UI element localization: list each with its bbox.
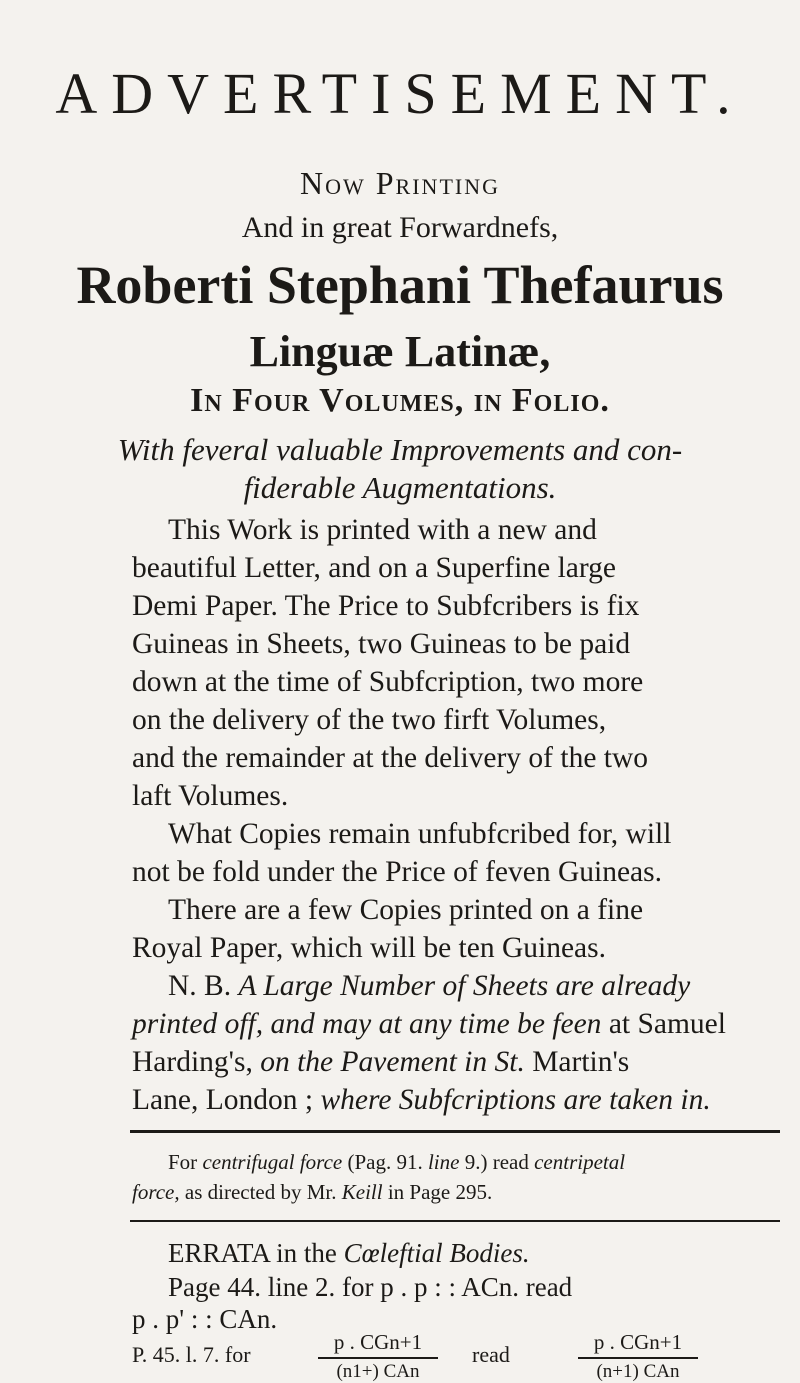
body-line: beautiful Letter, and on a Superfine large [132,552,617,584]
now-printing: Now Printing [300,165,500,201]
errata-line1: Page 44. line 2. for p . p : : ACn. read [168,1272,573,1302]
nb-italic: where Subfcriptions are taken in. [320,1084,711,1116]
errata-label-italic: Cœleftial Bodies. [343,1238,530,1268]
fraction-bar [578,1357,698,1359]
body-line: Guineas in Sheets, two Guineas to be paid [132,628,631,660]
body-line: on the delivery of the two firft Volumes, [132,704,607,736]
errata-line3: P. 45. l. 7. for [132,1342,251,1367]
body-line: not be fold under the Price of feven Guineas. [132,856,663,888]
body-line: down at the time of Subfcription, two more [132,666,644,698]
nb-text: Harding's, [132,1046,261,1078]
nb-text: Lane, London ; [132,1084,321,1116]
errata-heading [132,1238,800,1269]
forwardness-line: And in great Forwardnefs, [241,211,559,244]
book-title-line2: Linguæ Latinæ, [249,327,551,376]
body-line: Demi Paper. The Price to Subfcribers is fix [132,590,640,622]
nb-line [132,1046,772,1079]
body-line: This Work is printed with a new and [168,514,597,546]
nb-text: N. B. [168,970,239,1002]
advertisement-heading: ADVERTISEMENT. [55,61,745,126]
body-line: laft Volumes. [132,780,289,812]
correction-text: 9.) read [459,1150,535,1174]
correction-line1 [132,1150,800,1175]
nb-text: Martin's [524,1046,630,1078]
errata-fraction-wrong [318,1330,438,1383]
book-title-line1: Roberti Stephani Thefaurus [76,255,724,315]
nb-line [132,1084,772,1117]
fraction-numerator: p . CGn+1 [333,1330,423,1354]
fraction-bar [318,1357,438,1359]
volumes-line: In Four Volumes, in Folio. [190,382,610,419]
fraction-denominator: (n+1) CAn [596,1361,680,1382]
errata-line2: p . p' : : CAn. [132,1304,278,1334]
nb-italic: A Large Number of Sheets are already [238,970,691,1002]
errata-label: ERRATA in the [168,1238,344,1268]
nb-italic: printed off, and may at any time be feen [132,1008,602,1040]
improvements-line2: fiderable Augmentations. [243,470,557,505]
correction-italic: centripetal [534,1150,626,1174]
body-line: Royal Paper, which will be ten Guineas. [132,932,606,964]
body-line: There are a few Copies printed on a fine [168,894,644,926]
nb-line [132,1008,772,1041]
correction-line2 [132,1180,772,1205]
fraction-denominator: (n1+) CAn [336,1361,420,1382]
nb-italic: on the Pavement in St. [260,1046,525,1078]
divider-rule [130,1220,780,1222]
correction-text: in Page 295. [382,1180,493,1204]
fraction-numerator: p . CGn+1 [593,1330,683,1354]
improvements-line1: With feveral valuable Improvements and con- [117,432,683,467]
correction-italic: centrifugal force [202,1150,343,1174]
read-word: read [472,1342,510,1367]
body-line: and the remainder at the delivery of the two [132,742,649,774]
correction-text: as directed by Mr. [179,1180,342,1204]
correction-italic: force, [132,1180,180,1204]
nb-text: at Samuel [601,1008,726,1040]
correction-italic: line [427,1150,460,1174]
body-line: What Copies remain unfubfcribed for, will [168,818,672,850]
divider-rule [130,1130,780,1133]
correction-text: (Pag. 91. [342,1150,428,1174]
nb-line [132,970,800,1003]
errata-fraction-correct [578,1330,698,1383]
correction-italic: Keill [341,1180,383,1204]
correction-text: For [168,1150,203,1174]
